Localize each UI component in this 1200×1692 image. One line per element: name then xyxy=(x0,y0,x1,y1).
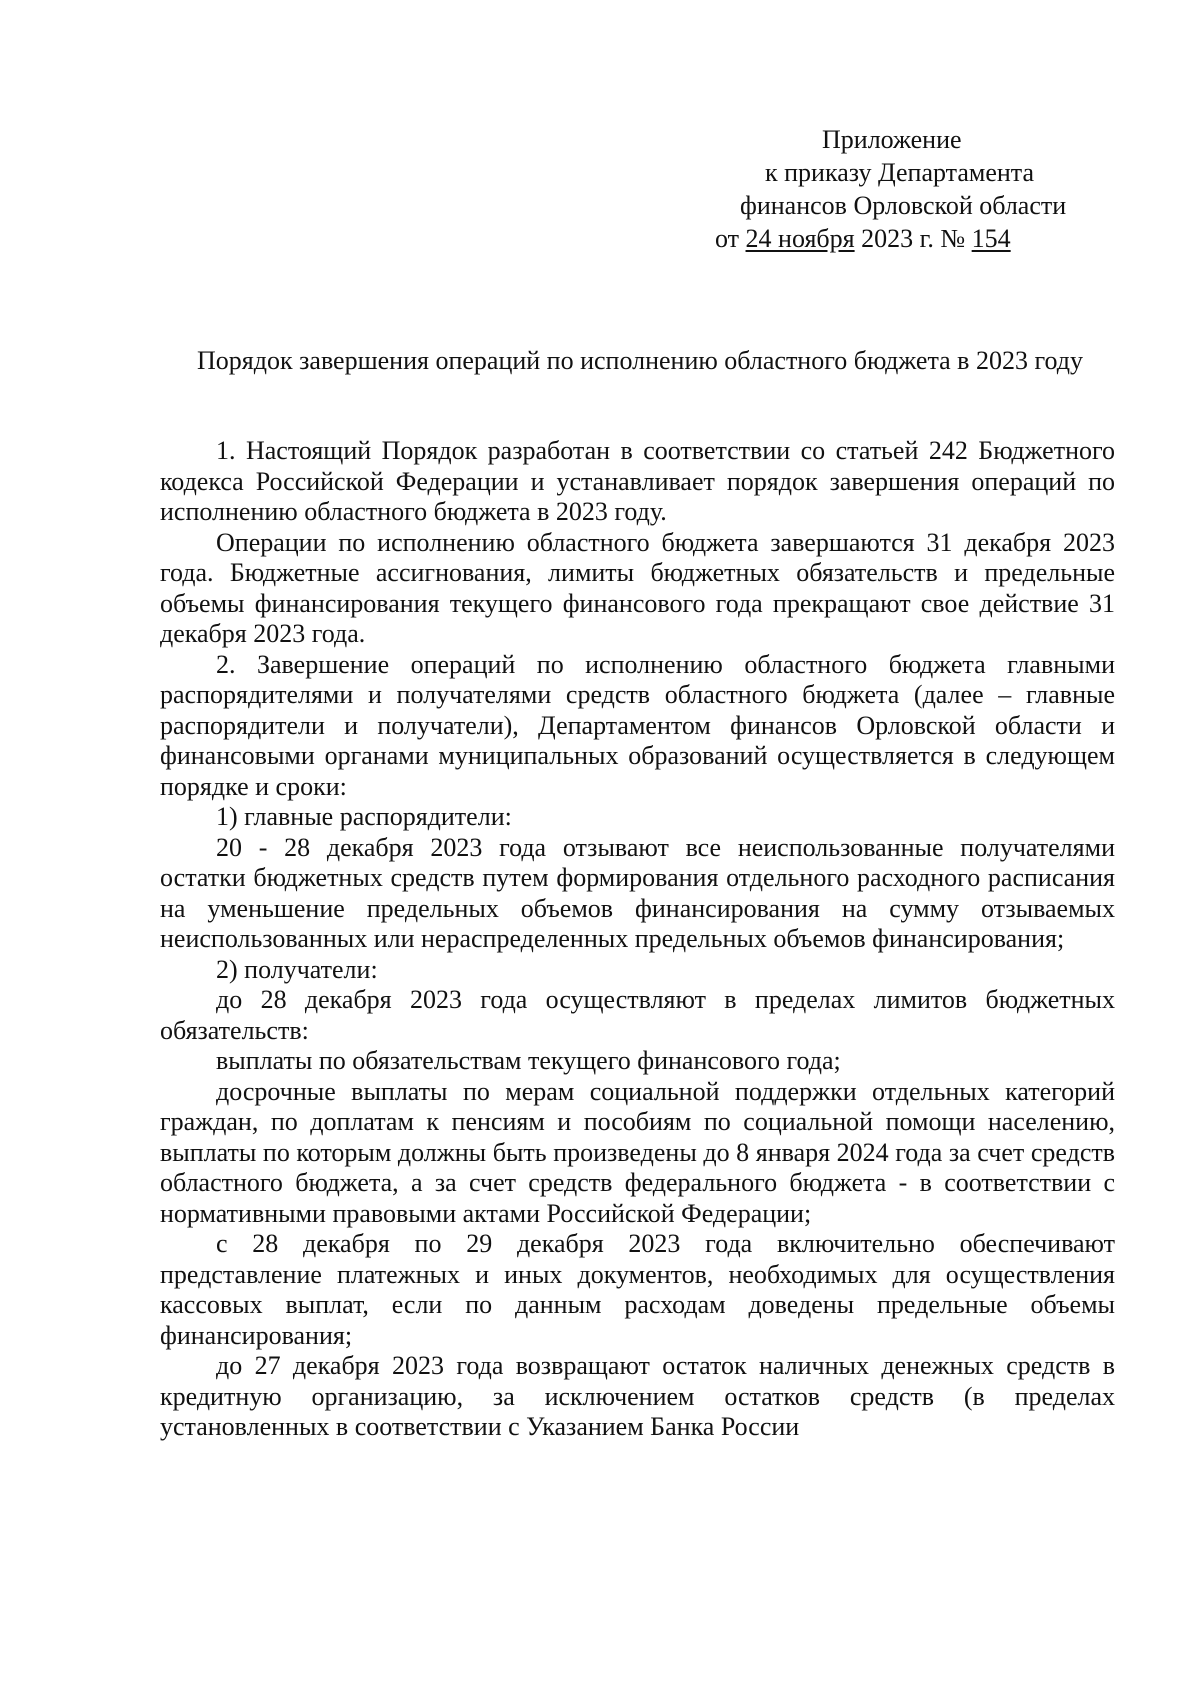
header-date-prefix: от xyxy=(715,224,746,253)
paragraph-3: 2. Завершение операций по исполнению областного бюджета главными распорядителями и получателями средств областного бюджета (далее – главные распорядители и получатели), Департаментом финансов Орловской области и финансовыми органами муниципальных образований осуществляется в следующем порядке и сроки: xyxy=(160,649,1115,801)
header-line-date-number xyxy=(660,222,1100,255)
document-body xyxy=(160,436,1115,1443)
paragraph-7: до 28 декабря 2023 года осуществляют в пределах лимитов бюджетных обязательств: xyxy=(160,985,1115,1045)
paragraph-9: досрочные выплаты по мерам социальной поддержки отдельных категорий граждан, по доплатам к пенсиям и пособиям по социальной помощи населению, выплаты по которым должны быть произведены до 8 января 2024 года за счет средств областного бюджета, а за счет средств федерального бюджета - в соответствии с нормативными правовыми актами Российской Федерации; xyxy=(160,1076,1115,1228)
header-line-department: финансов Орловской области xyxy=(740,191,1067,220)
header-order-number: 154 xyxy=(971,224,1011,253)
paragraph-1: 1. Настоящий Порядок разработан в соответствии со статьей 242 Бюджетного кодекса Российской Федерации и устанавливает порядок завершения операций по исполнению областного бюджета в 2023 году. xyxy=(160,436,1115,526)
document-title: Порядок завершения операций по исполнению областного бюджета в 2023 году xyxy=(197,346,1083,375)
paragraph-5: 20 - 28 декабря 2023 года отзывают все неиспользованные получателями остатки бюджетных средств путем формирования отдельного расходного расписания на уменьшение предельных объемов финансирования на сумму отзываемых неиспользованных или нераспределенных предельных объемов финансирования; xyxy=(160,832,1115,953)
paragraph-2: Операции по исполнению областного бюджета завершаются 31 декабря 2023 года. Бюджетные ассигнования, лимиты бюджетных обязательств и предельные объемы финансирования текущего финансового года прекращают свое действие 31 декабря 2023 года. xyxy=(160,527,1115,648)
appendix-header xyxy=(660,123,1100,255)
header-year-text: 2023 г. № xyxy=(854,224,972,253)
paragraph-8: выплаты по обязательствам текущего финансового года; xyxy=(216,1046,841,1075)
paragraph-10: с 28 декабря по 29 декабря 2023 года включительно обеспечивают представление платежных и иных документов, необходимых для осуществления кассовых выплат, если по данным расходам доведены предельные объемы финансирования; xyxy=(160,1229,1115,1350)
paragraph-4: 1) главные распорядители: xyxy=(216,802,512,831)
paragraph-11: до 27 декабря 2023 года возвращают остаток наличных денежных средств в кредитную организацию, за исключением остатков средств (в пределах установленных в соответствии с Указанием Банка России xyxy=(160,1351,1115,1441)
header-line-order: к приказу Департамента xyxy=(765,158,1035,187)
header-date: 24 ноября xyxy=(745,224,855,253)
paragraph-6: 2) получатели: xyxy=(216,954,378,984)
header-line-appendix: Приложение xyxy=(822,125,962,154)
